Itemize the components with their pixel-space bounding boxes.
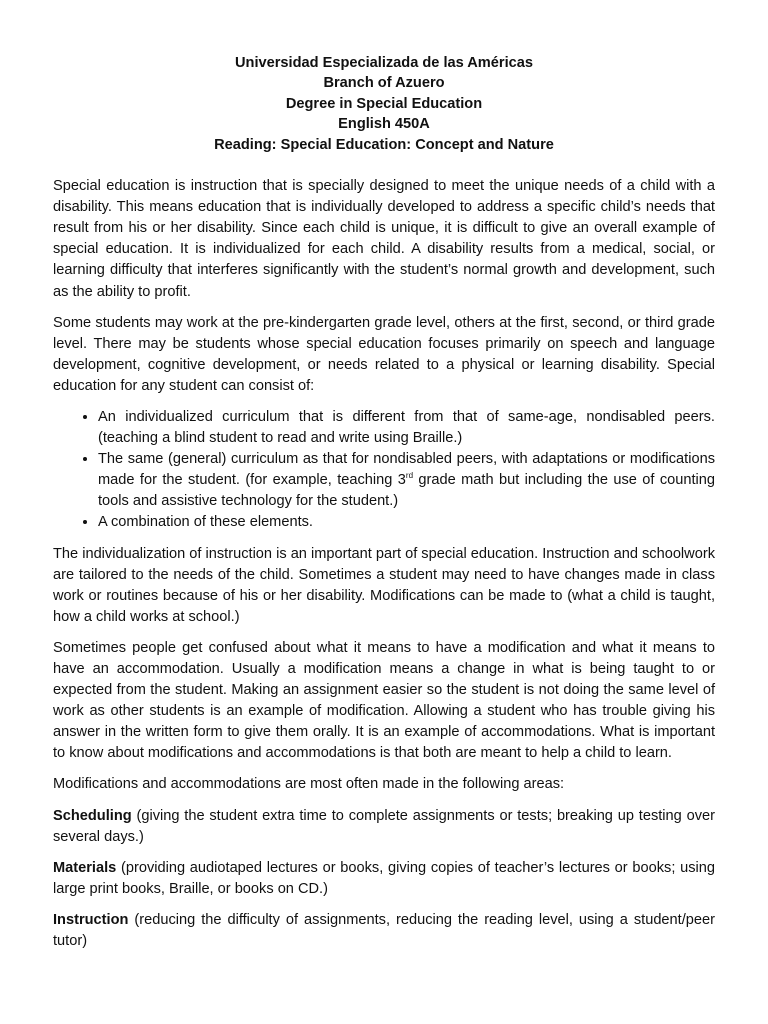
area-materials: [53, 858, 715, 900]
paragraph-definition: Special education is instruction that is specially designed to meet the unique needs of a child with a disability. This means education that is individually developed to address a specific child’s needs that result from his or her disability. Since each child is unique, it is difficult to give an overall example of special education. It is individualized for each child. A disability results from a medical, social, or learning difficulty that interferes significantly with the student’s normal growth and development, such as the ability to profit.: [53, 178, 715, 300]
list-item-text: grade math but including the use of counting tools and assistive technology for the student.): [98, 472, 716, 510]
list-item: [98, 449, 715, 512]
paragraph-areas-intro: Modifications and accommodations are most often made in the following areas:: [53, 776, 565, 793]
area-term: Materials: [53, 859, 117, 876]
area-instruction: [53, 910, 715, 952]
paragraph-individualization: The individualization of instruction is an important part of special education. Instruction and schoolwork are tailored to the needs of the child. Sometimes a student may need to have changes made in class work or routines because of his or her disability. Modifications can be made to (what a child is taught, how a child works at school.): [53, 545, 715, 625]
paragraph-grade-levels: Some students may work at the pre-kindergarten grade level, others at the first, second, or third grade level. There may be students whose special education focuses primarily on speech and language development, cognitive development, or needs related to a physical or learning disability. Special education for any student can consist of:: [53, 314, 715, 394]
area-description: (reducing the difficulty of assignments, reducing the reading level, using a student/peer tutor): [53, 911, 715, 950]
area-description: (giving the student extra time to complete assignments or tests; breaking up testing over several days.): [53, 807, 715, 845]
paragraph-modification-vs-accommodation: Sometimes people get confused about what it means to have a modification and what it means to have an accommodation. Usually a modification means a change in what is being taught to or expected from the student. Making an assignment easier so the student is not doing the same level of work as other students is an example of modification. Allowing a student who has trouble giving his answer in the written form to give them orally. It is an example of accommodations. What is important to know about modifications and accommodations is that both are meant to help a child to learn.: [53, 639, 715, 762]
document-header: [53, 53, 715, 155]
curriculum-list: [53, 407, 715, 534]
university-name: Universidad Especializada de las Américas: [235, 55, 533, 71]
list-item: • An individualized curriculum that is different from that of same-age, nondisabled peers. (teaching a blind student to read and write using Braille.): [98, 407, 715, 449]
reading-title: Reading: Special Education: Concept and Nature: [214, 136, 554, 153]
area-term: Scheduling: [53, 807, 132, 824]
area-term: Instruction: [53, 911, 129, 928]
branch-name: Branch of Azuero: [323, 75, 445, 92]
course-name: English 450A: [338, 116, 430, 133]
list-item-text: The same (general) curriculum as that for nondisabled peers, with adaptations or modifications made for the student. (for example, teaching 3: [98, 451, 715, 489]
area-scheduling: [53, 806, 715, 848]
degree-name: Degree in Special Education: [285, 95, 483, 112]
area-description: (providing audiotaped lectures or books, giving copies of teacher’s lectures or books; using large print books, Braille, or books on CD.): [53, 859, 715, 897]
list-item: • A combination of these elements.: [98, 512, 715, 533]
ordinal-suffix: rd: [405, 471, 414, 481]
